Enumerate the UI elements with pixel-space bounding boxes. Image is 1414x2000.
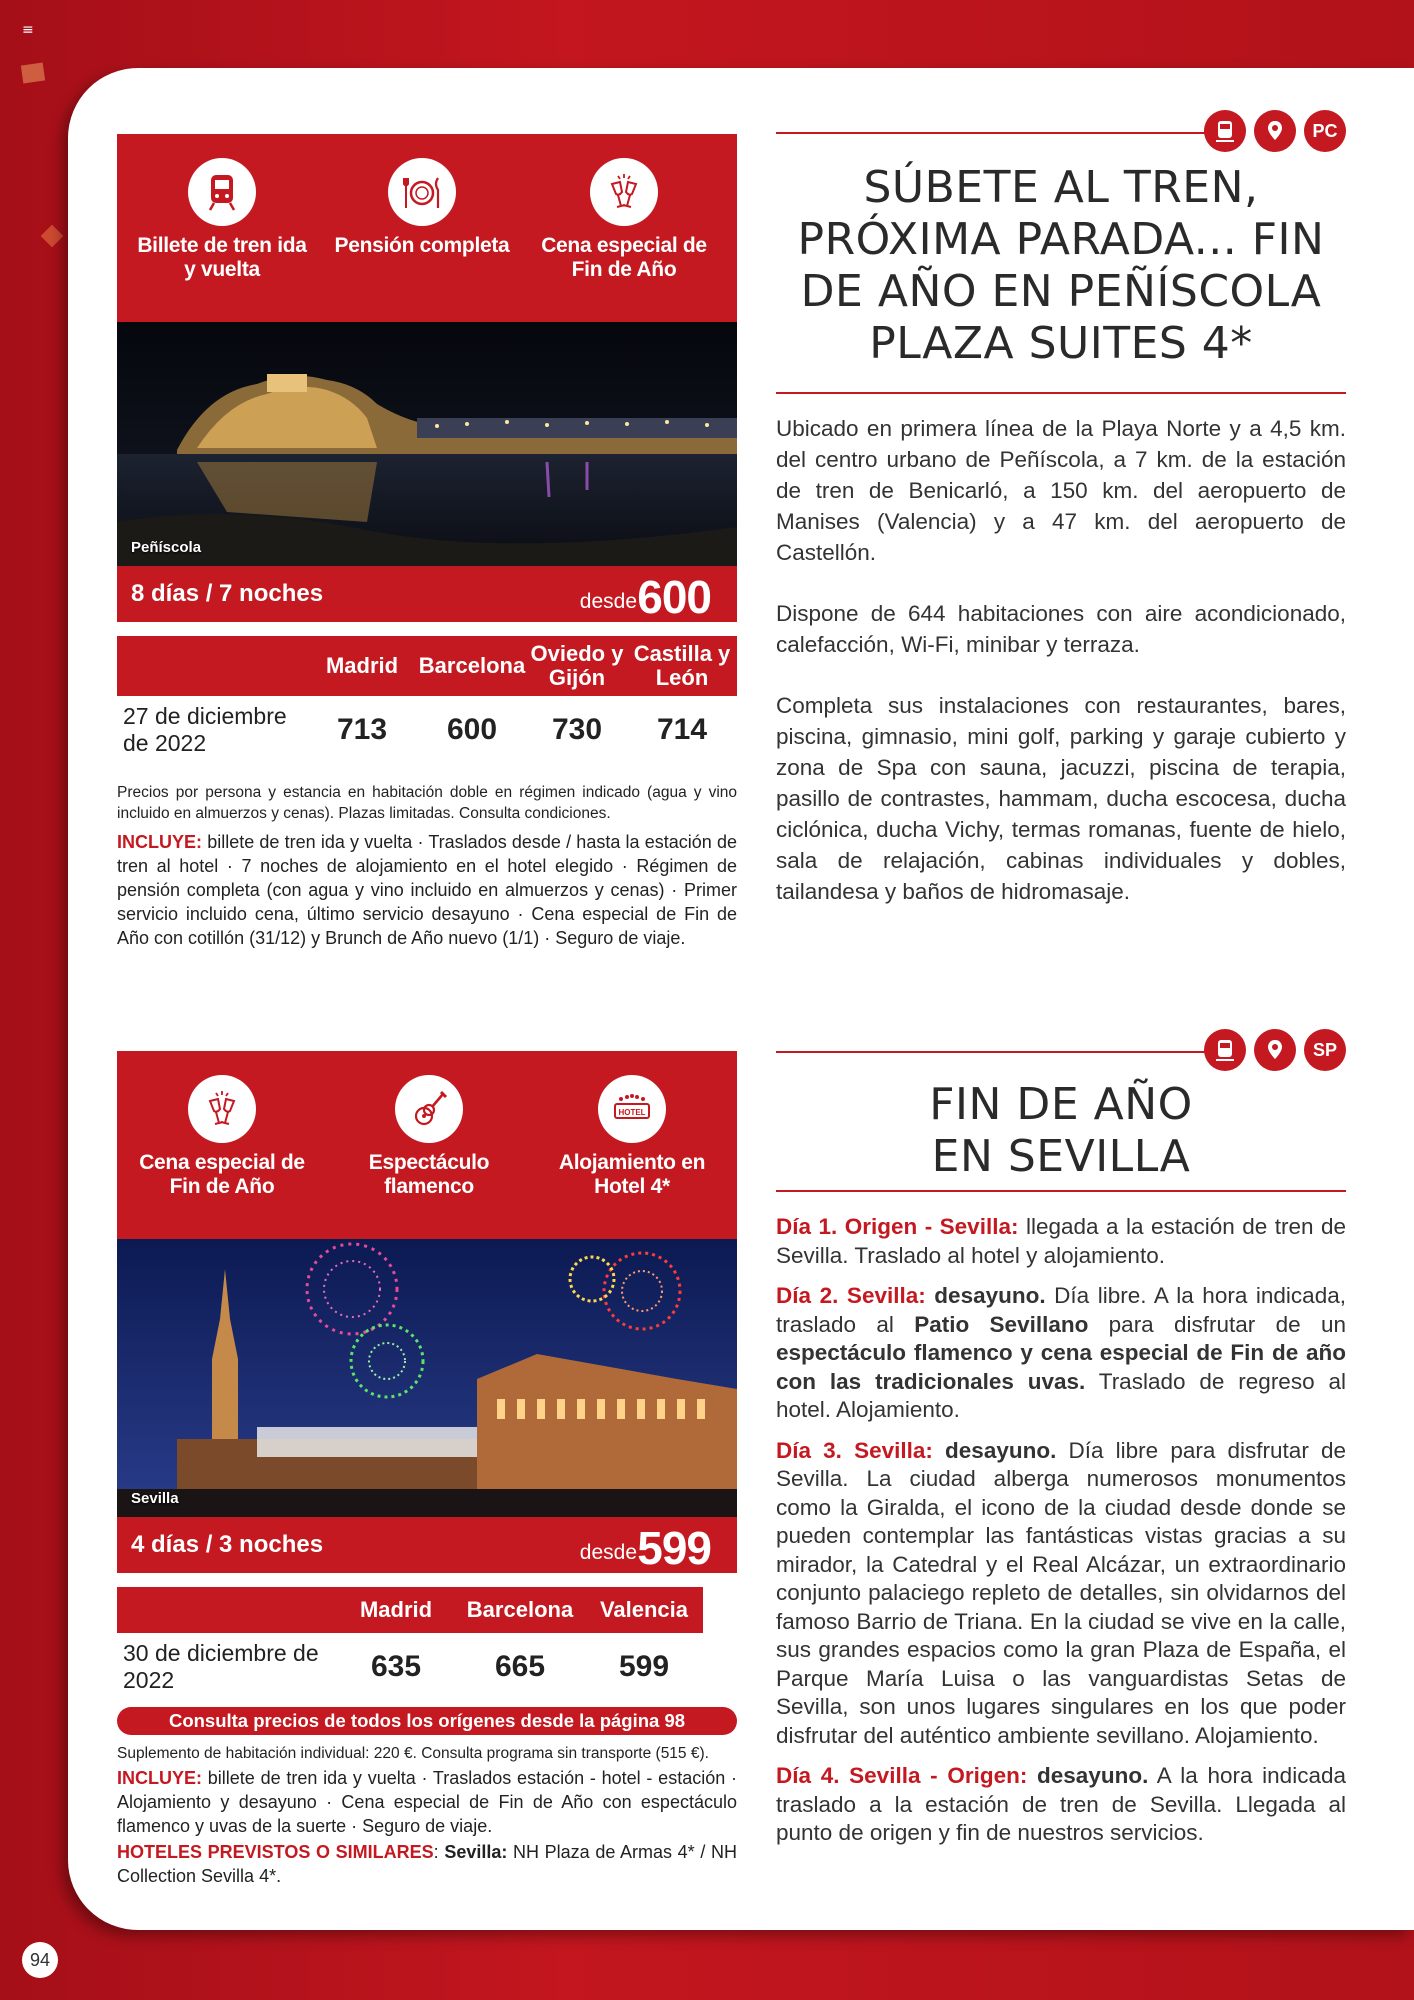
includes-label: INCLUYE:	[117, 832, 202, 852]
price-bar	[117, 1517, 737, 1573]
feature-label: Billete de tren ida y vuelta	[137, 234, 307, 281]
feature-train	[132, 158, 312, 282]
feature-label: Cena especial de Fin de Año	[139, 1151, 305, 1198]
hotels-label: HOTELES PREVISTOS O SIMILARES	[117, 1842, 434, 1862]
table-header	[117, 636, 307, 696]
feature-board	[332, 158, 512, 258]
photo-peniscola	[117, 322, 737, 566]
duration: 8 días / 7 noches	[131, 580, 324, 607]
paragraph: Ubicado en primera línea de la Playa Norte y a 4,5 km. del centro urbano de Peñíscola, a 7 km. de la estación de tren de Benicarló, a 150 km. del aeropuerto de Manises (Valencia) y a 47 km. del aeropuerto de Castellón.	[776, 416, 1346, 565]
hotel-sign-icon	[598, 1075, 666, 1143]
title-line: SÚBETE AL TREN,	[863, 162, 1259, 213]
divider	[776, 1051, 1206, 1053]
offer-title	[776, 162, 1346, 370]
price-cell: 600	[446, 713, 498, 746]
duration: 4 días / 3 noches	[131, 1531, 324, 1558]
train-icon	[188, 158, 256, 226]
day-label: Día 3. Sevilla:	[776, 1437, 933, 1463]
day-item	[776, 1437, 1346, 1751]
paragraph: Dispone de 644 habitaciones con aire acondicionado, calefacción, Wi-Fi, minibar y terraza.	[776, 601, 1346, 657]
table-header: Barcelona	[455, 1587, 585, 1633]
includes-text: billete de tren ida y vuelta · Traslados desde / hasta la estación de tren al hotel · 7 noches de alojamiento en el hotel elegido · Régimen de pensión completa (con agua y vino incluido en almuerzos y cenas) · Primer servicio incluido cena, último servicio desayuno · Cena especial de Fin de Año con cotillón (31/12) y Brunch de Año nuevo (1/1) · Seguro de viaje.	[117, 832, 737, 948]
includes	[117, 830, 737, 950]
price-cell: 599	[618, 1650, 670, 1683]
feature-dinner	[132, 1075, 312, 1199]
includes	[117, 1766, 737, 1838]
table-header-row	[117, 636, 737, 696]
price-table	[117, 636, 737, 764]
features-band	[117, 1051, 737, 1239]
day-meal: desayuno.	[932, 1437, 1057, 1463]
location-pin-icon	[1254, 1029, 1296, 1071]
table-row	[117, 696, 737, 764]
day-highlight: Patio Sevillano	[914, 1311, 1089, 1337]
day-list	[776, 1213, 1346, 1860]
consult-origins-link[interactable]: Consulta precios de todos los orígenes desde la página 98	[117, 1707, 737, 1735]
cutlery-plate-icon	[388, 158, 456, 226]
hotels: HOTELES PREVISTOS O SIMILARES: Sevilla: NH Plaza de Armas 4* / NH Collection Sevilla 4*.	[117, 1842, 737, 1886]
day-text: llegada a la estación de tren de Sevilla. Traslado al hotel y alojamiento.	[776, 1214, 1346, 1268]
price-note: Precios por persona y estancia en habitación doble en régimen indicado (agua y vino incluido en almuerzos y cenas). Plazas limitadas. Consulta condiciones.	[117, 784, 737, 822]
feature-label: Cena especial de Fin de Año	[541, 234, 707, 281]
paragraph: Completa sus instalaciones con restaurantes, bares, piscina, gimnasio, mini golf, parking y garaje cubierto y zona de Spa con sauna, jacuzzi, piscina de terapia, pasillo de contrastes, hammam, ducha escocesa, ducha ciclónica, ducha Vichy, termas romanas, fuente de hielo, sala de relajación, cabinas individuales y dobles, tailandesa y baños de hidromasaje.	[776, 693, 1346, 904]
title-line: FIN DE AÑO	[929, 1079, 1193, 1130]
day-item	[776, 1282, 1346, 1425]
features-band	[117, 134, 737, 322]
title-line: PLAZA SUITES 4*	[869, 318, 1253, 369]
table-header	[117, 1587, 337, 1633]
desde-label: desde	[579, 1541, 637, 1564]
offer-peniscola	[117, 134, 737, 950]
corner-mark: ≡	[22, 22, 34, 38]
day-item	[776, 1762, 1346, 1848]
divider	[776, 1190, 1346, 1192]
photo-caption: Peñíscola	[131, 539, 202, 556]
train-icon	[1204, 1029, 1246, 1071]
table-header: Castilla y León	[627, 636, 737, 696]
feature-label: Espectáculo flamenco	[368, 1151, 490, 1198]
includes-text: billete de tren ida y vuelta · Traslados estación - hotel - estación · Alojamiento y desayuno · Cena especial de Fin de Año con espectáculo flamenco y uvas de la suerte · Seguro de viaje.	[117, 1768, 737, 1836]
feature-label: Alojamiento en Hotel 4*	[558, 1151, 706, 1198]
feature-dinner	[534, 158, 714, 282]
svg-text:HOTEL: HOTEL	[618, 1108, 646, 1117]
price-cell: 713	[336, 713, 388, 746]
photo-sevilla	[117, 1239, 737, 1517]
badges	[1204, 1029, 1346, 1071]
day-label: Día 1. Origen - Sevilla:	[776, 1214, 1019, 1239]
location-pin-icon	[1254, 110, 1296, 152]
table-row	[117, 1633, 703, 1701]
price-bar	[117, 566, 737, 622]
price-cell: 714	[656, 713, 708, 746]
day-label: Día 2. Sevilla:	[776, 1283, 926, 1308]
price-cell: 730	[551, 713, 603, 746]
badges	[1204, 110, 1346, 152]
price-cell: 635	[370, 1650, 422, 1683]
includes-label: INCLUYE:	[117, 1768, 202, 1788]
day-text: A la hora indicada traslado a la estación de tren de Sevilla. Llegada al punto de origen y fin de nuestros servicios.	[776, 1763, 1346, 1845]
title-line: DE AÑO EN PEÑÍSCOLA	[800, 266, 1322, 317]
day-text: Día libre para disfrutar de Sevilla. La ciudad alberga numerosos monumentos como la Giralda, el icono de la ciudad desde donde se pueden contemplar las fantásticas vistas gracias a su mirador, la Catedral y el Real Alcázar, un extraordinario conjunto palaciego repleto de detalles, sin olvidarnos del famoso Barrio de Triana. En la ciudad se vive en la calle, sus grandes espacios como la gran Plaza de España, el Parque María Luisa o las vanguardistas Setas de Sevilla, son unos lugares singulares en los que poder disfrutar del auténtico ambiente sevillano. Alojamiento.	[776, 1437, 1346, 1748]
feature-hotel	[542, 1075, 722, 1199]
offer-title	[776, 1079, 1346, 1183]
hotels-text: NH Plaza de Armas 4* / NH Collection Sevilla 4*.	[117, 1842, 737, 1886]
table-header: Madrid	[337, 1587, 455, 1633]
day-text: para disfrutar de un	[1088, 1311, 1346, 1337]
from-price: 600	[637, 571, 711, 623]
price-cell: 665	[494, 1650, 546, 1683]
champagne-toast-icon	[188, 1075, 256, 1143]
divider	[776, 132, 1206, 134]
day-text: Traslado de regreso al hotel. Alojamiento.	[776, 1368, 1346, 1422]
hotel-text	[776, 413, 1346, 937]
departure-date: 30 de diciembre de 2022	[123, 1640, 319, 1693]
table-header: Oviedo y Gijón	[527, 636, 627, 696]
table-header: Valencia	[585, 1587, 703, 1633]
table-header: Madrid	[307, 636, 417, 696]
photo-caption: Sevilla	[131, 1490, 179, 1507]
hotels-city: Sevilla:	[444, 1842, 508, 1862]
feature-label: Pensión completa	[334, 234, 510, 257]
day-text: Día libre. A la hora indicada, traslado al	[776, 1283, 1346, 1337]
offer-sevilla	[117, 1051, 737, 1888]
table-header: Barcelona	[417, 636, 527, 696]
divider	[776, 392, 1346, 394]
title-line: EN SEVILLA	[931, 1131, 1191, 1182]
page-number: 94	[22, 1942, 58, 1978]
day-meal: desayuno.	[925, 1283, 1046, 1308]
desde-label: desde	[579, 590, 637, 613]
board-badge: SP	[1304, 1029, 1346, 1071]
train-icon	[1204, 110, 1246, 152]
day-label: Día 4. Sevilla - Origen:	[776, 1763, 1028, 1788]
from-price: 599	[637, 1522, 711, 1574]
day-meal: desayuno.	[1027, 1763, 1149, 1788]
champagne-toast-icon	[590, 158, 658, 226]
price-table	[117, 1587, 703, 1701]
departure-date: 27 de diciembre de 2022	[123, 703, 287, 756]
day-highlight: espectáculo flamenco y cena especial de Fin de año con las tradicionales uvas.	[776, 1340, 1346, 1394]
day-item	[776, 1213, 1346, 1270]
feature-flamenco	[339, 1075, 519, 1199]
title-line: PRÓXIMA PARADA... FIN	[797, 214, 1325, 265]
decor-shape	[21, 63, 45, 84]
table-header-row	[117, 1587, 703, 1633]
price-note: Suplemento de habitación individual: 220 €. Consulta programa sin transporte (515 €).	[117, 1745, 709, 1762]
guitar-icon	[395, 1075, 463, 1143]
board-badge: PC	[1304, 110, 1346, 152]
